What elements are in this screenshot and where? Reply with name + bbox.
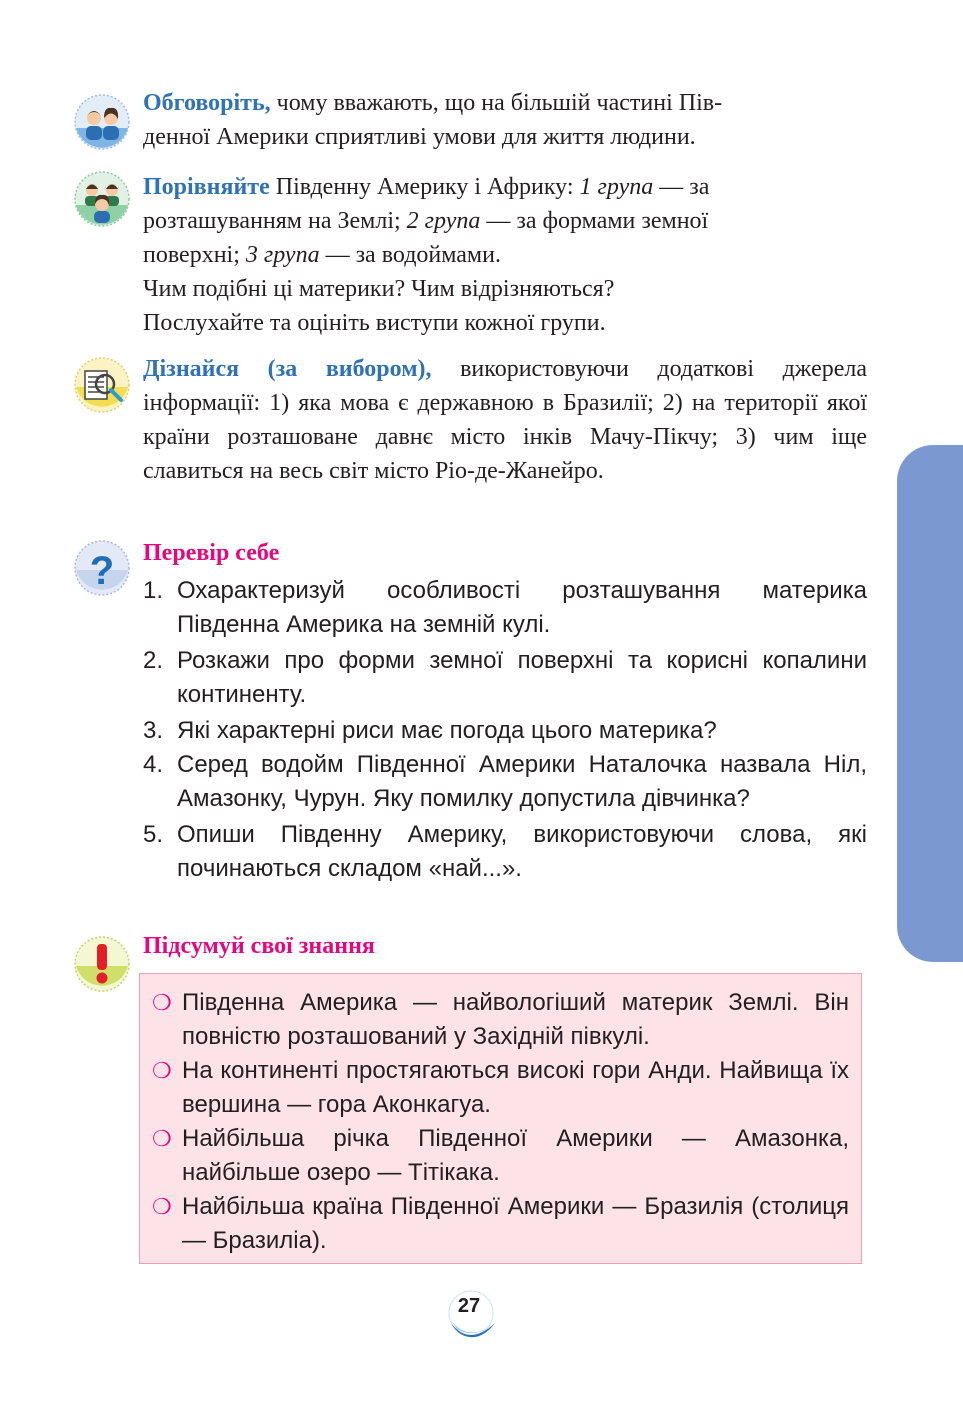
summary-heading: Підсумуй свої знання (143, 933, 375, 959)
summary-list (140, 974, 861, 1258)
bullet-circle-icon: ❍ (152, 1126, 172, 1151)
discuss-paragraph (143, 86, 867, 154)
page-number-badge (443, 1289, 499, 1345)
check-question-list (143, 574, 867, 886)
page-number: 27 (457, 1295, 481, 1317)
list-item (152, 1054, 849, 1122)
compare-text-4: — за формами земної (480, 208, 709, 234)
check-heading: Перевір себе (143, 540, 280, 566)
research-magnifier-icon (74, 357, 130, 413)
compare-lead: Порівняйте (143, 174, 270, 200)
item-number: 1. (143, 577, 164, 604)
item-number: 4. (143, 751, 164, 778)
bullet-circle-icon: ❍ (152, 1058, 172, 1083)
summary-text: На континенті простягаються високі гори Анди. Найвища їх вершина — гора Аконкагуа. (182, 1057, 849, 1118)
list-item (143, 714, 867, 748)
compare-text-1: Південну Америку і Африку: (269, 174, 580, 200)
learn-lead: Дізнайся (за вибором), (143, 356, 432, 382)
learn-text: використовуючи додаткові джерела інформації: 1) яка мова є державною в Бразилії; 2) на території якої країни розташоване давнє місто інків Мачу-Пікчу; 3) чим іще славиться на весь світ місто Ріо-де-Жанейро. (143, 356, 867, 484)
compare-text-2: — за (653, 174, 710, 200)
list-item (143, 818, 867, 886)
summary-text: Південна Америка — найвологіший материк Землі. Він повністю розташований у Західній півкулі. (182, 989, 849, 1050)
compare-text-5: поверхні; (143, 242, 246, 268)
bullet-circle-icon: ❍ (152, 1194, 172, 1219)
exclamation-mark-icon (74, 936, 130, 992)
compare-question-2: Послухайте та оцініть виступи кожної групи. (143, 310, 606, 336)
item-text: Які характерні риси має погода цього материка? (177, 717, 717, 744)
compare-question-1: Чим подібні ці материки? Чим відрізняються? (143, 276, 615, 302)
list-item (152, 1190, 849, 1258)
discuss-line2: денної Америки сприятливі умови для життя людини. (143, 124, 696, 150)
item-text: Опиши Південну Америку, використовуючи слова, які починаються складом «най...». (177, 821, 867, 882)
item-text: Серед водойм Південної Америки Наталочка назвала Ніл, Амазонку, Чурун. Яку помилку допустила дівчинка? (177, 751, 867, 812)
side-tab (897, 445, 963, 962)
group-2: 2 група (406, 208, 481, 234)
compare-text-3: розташуванням на Землі; (143, 208, 407, 234)
item-number: 3. (143, 717, 164, 744)
group-1: 1 група (579, 174, 654, 200)
list-item (143, 644, 867, 712)
question-mark-icon (74, 540, 130, 596)
summary-text: Найбільша річка Південної Америки — Амазонка, найбільше озеро — Тітікака. (182, 1125, 849, 1186)
pair-discussion-icon (74, 94, 130, 150)
check-section (143, 536, 867, 886)
item-number: 5. (143, 821, 164, 848)
svg-text:?: ? (89, 549, 115, 593)
learn-paragraph (143, 352, 867, 488)
discuss-lead: Обговоріть, (143, 90, 271, 116)
bullet-circle-icon: ❍ (152, 990, 172, 1015)
compare-text-6: — за водоймами. (319, 242, 501, 268)
discuss-line1: чому вважають, що на більшій частині Пів- (270, 90, 723, 116)
list-item (152, 1122, 849, 1190)
group-work-icon (74, 171, 130, 227)
compare-paragraph (143, 170, 867, 340)
group-3: 3 група (245, 242, 320, 268)
list-item (143, 574, 867, 642)
item-number: 2. (143, 647, 164, 674)
item-text: Охарактеризуй особливості розташування материка Південна Америка на земній кулі. (177, 577, 867, 638)
list-item (152, 986, 849, 1054)
item-text: Розкажи про форми земної поверхні та корисні копалини континенту. (177, 647, 867, 708)
summary-box (139, 973, 862, 1264)
summary-text: Найбільша країна Південної Америки — Бразилія (столиця — Бразиліа). (182, 1193, 849, 1254)
list-item (143, 748, 867, 816)
